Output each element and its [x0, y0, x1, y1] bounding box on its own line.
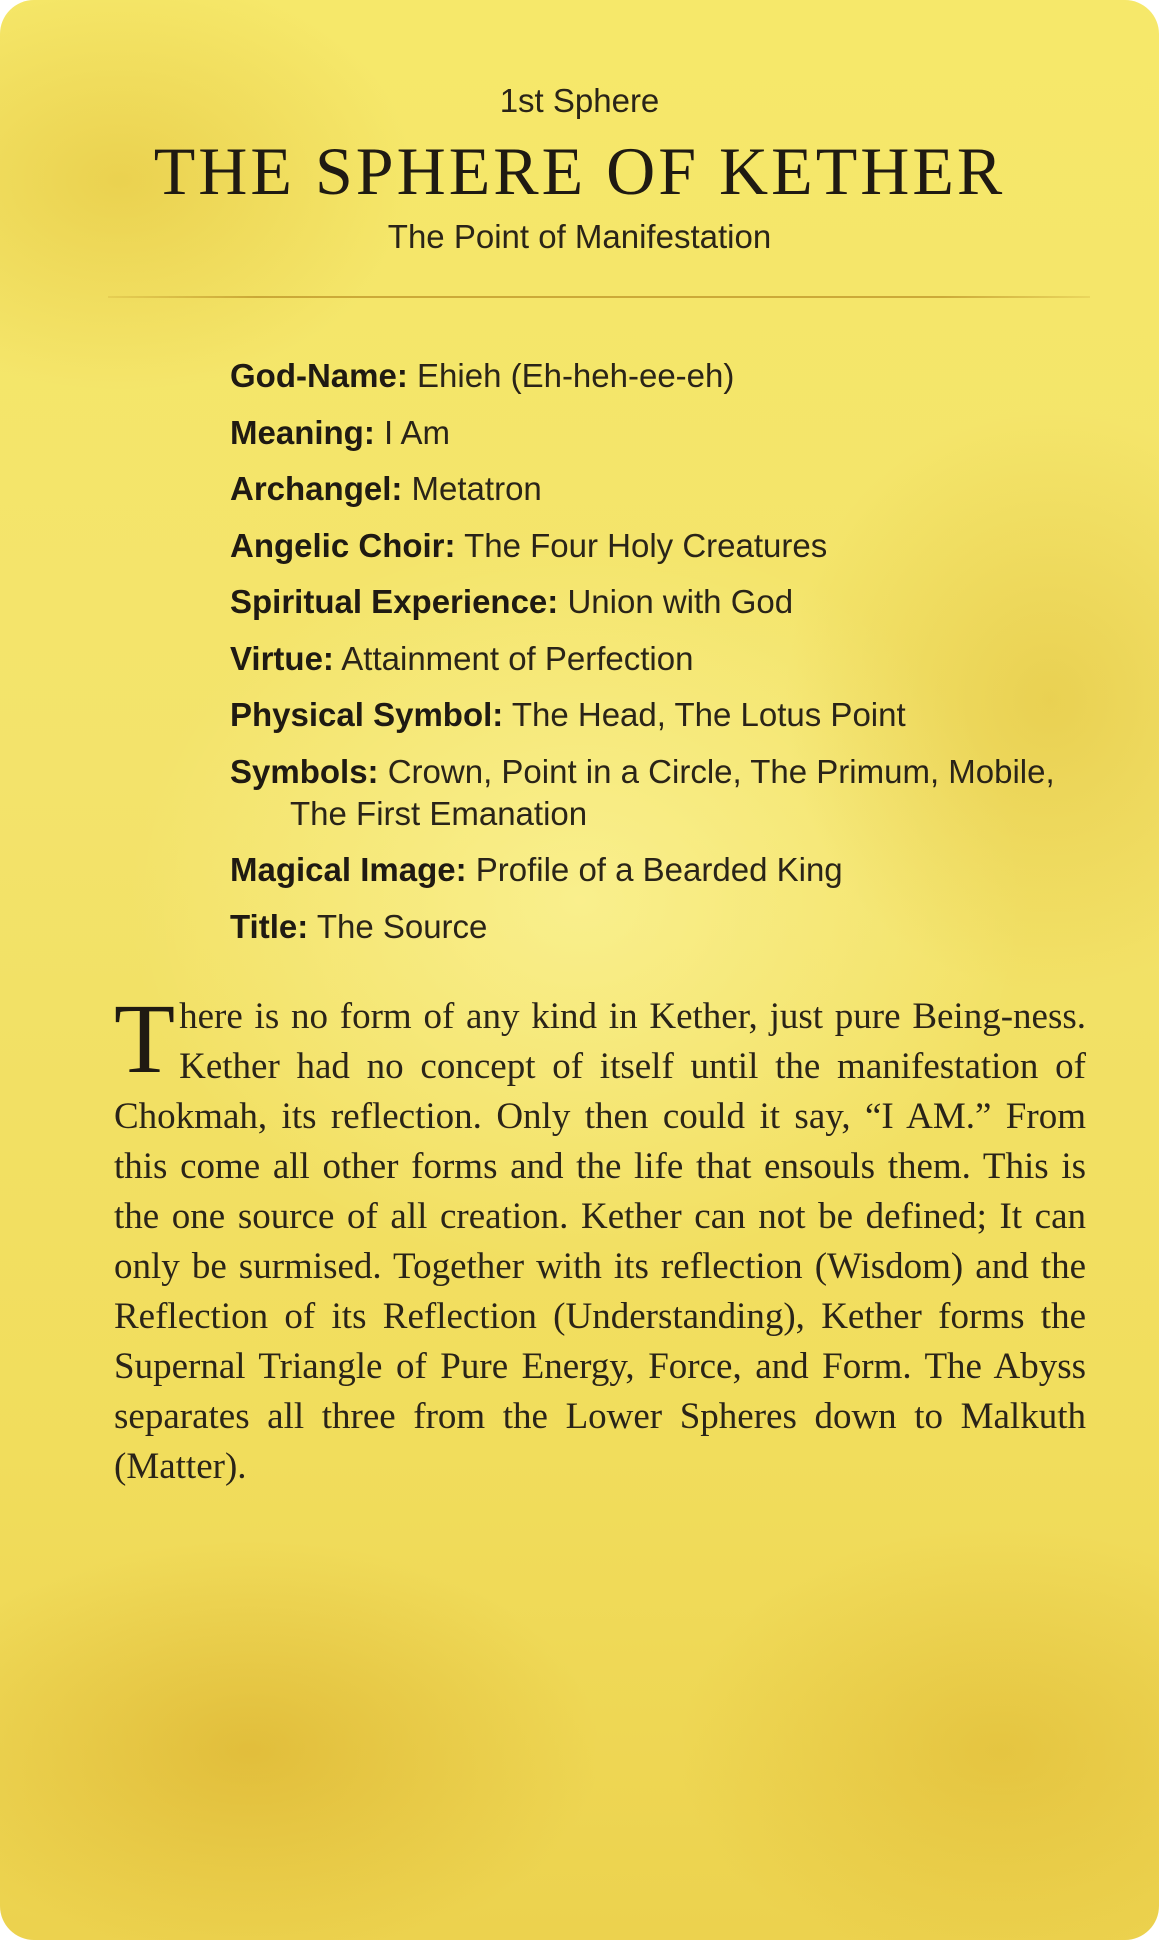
attribute-label: Title:: [230, 907, 309, 945]
drop-cap: T: [114, 983, 176, 1094]
attribute-angelic-choir: [230, 525, 1090, 567]
attribute-meaning: [230, 412, 1090, 454]
attribute-god-name: [230, 355, 1090, 397]
attribute-label: Symbols:: [230, 752, 379, 790]
attribute-label: God-Name:: [230, 357, 408, 394]
attribute-value: The Source: [316, 907, 488, 945]
attribute-physical-symbol: [230, 694, 1090, 736]
attribute-label: Physical Symbol:: [230, 696, 504, 733]
attribute-label: Magical Image:: [230, 851, 467, 888]
attribute-value: The Head, The Lotus Point: [511, 696, 906, 733]
attribute-label: Virtue:: [230, 639, 334, 677]
attribute-magical-image: [230, 849, 1090, 891]
attribute-list: [230, 355, 1090, 962]
attribute-value: I Am: [384, 413, 451, 451]
attribute-value: Union with God: [567, 583, 794, 620]
attribute-spiritual-experience: [230, 581, 1090, 623]
attribute-archangel: [230, 468, 1090, 510]
attribute-label: Archangel:: [230, 470, 403, 507]
description-text: here is no form of any kind in Kether, just pure Being-ness. Kether had no concept of itself until the manifestation of Chokmah, its reflection. Only then could it say, “I AM.” From this come all other forms and the life that ensouls them. This is the one source of all creation. Kether can not be defined; It can only be surmised. Together with its reflection (Wisdom) and the Reflection of its Reflection (Understanding), Kether forms the Supernal Triangle of Pure Energy, Force, and Form. The Abyss separates all three from the Lower Spheres down to Malkuth (Matter).: [114, 996, 1086, 1487]
attribute-virtue: [230, 638, 1090, 680]
attribute-value: Attainment of Perfection: [341, 639, 694, 677]
attribute-value: Metatron: [411, 470, 542, 507]
attribute-label: Spiritual Experience:: [230, 583, 559, 620]
attribute-label: Meaning:: [230, 413, 375, 451]
header-divider: [108, 296, 1090, 298]
attribute-symbols: [230, 751, 1090, 835]
attribute-value: Ehieh (Eh-heh-ee-eh): [417, 357, 735, 394]
card-subtitle: The Point of Manifestation: [387, 218, 772, 255]
card-title: THE SPHERE OF KETHER: [153, 133, 1006, 209]
sphere-number: 1st Sphere: [499, 82, 660, 119]
attribute-value: Profile of a Bearded King: [475, 851, 843, 888]
description-paragraph: [114, 983, 1086, 1492]
attribute-title: [230, 906, 1090, 948]
attribute-value: Crown, Point in a Circle, The Primum, Mobile, The First Emanation: [290, 752, 1055, 832]
attribute-label: Angelic Choir:: [230, 526, 456, 564]
attribute-value: The Four Holy Creatures: [464, 526, 828, 564]
